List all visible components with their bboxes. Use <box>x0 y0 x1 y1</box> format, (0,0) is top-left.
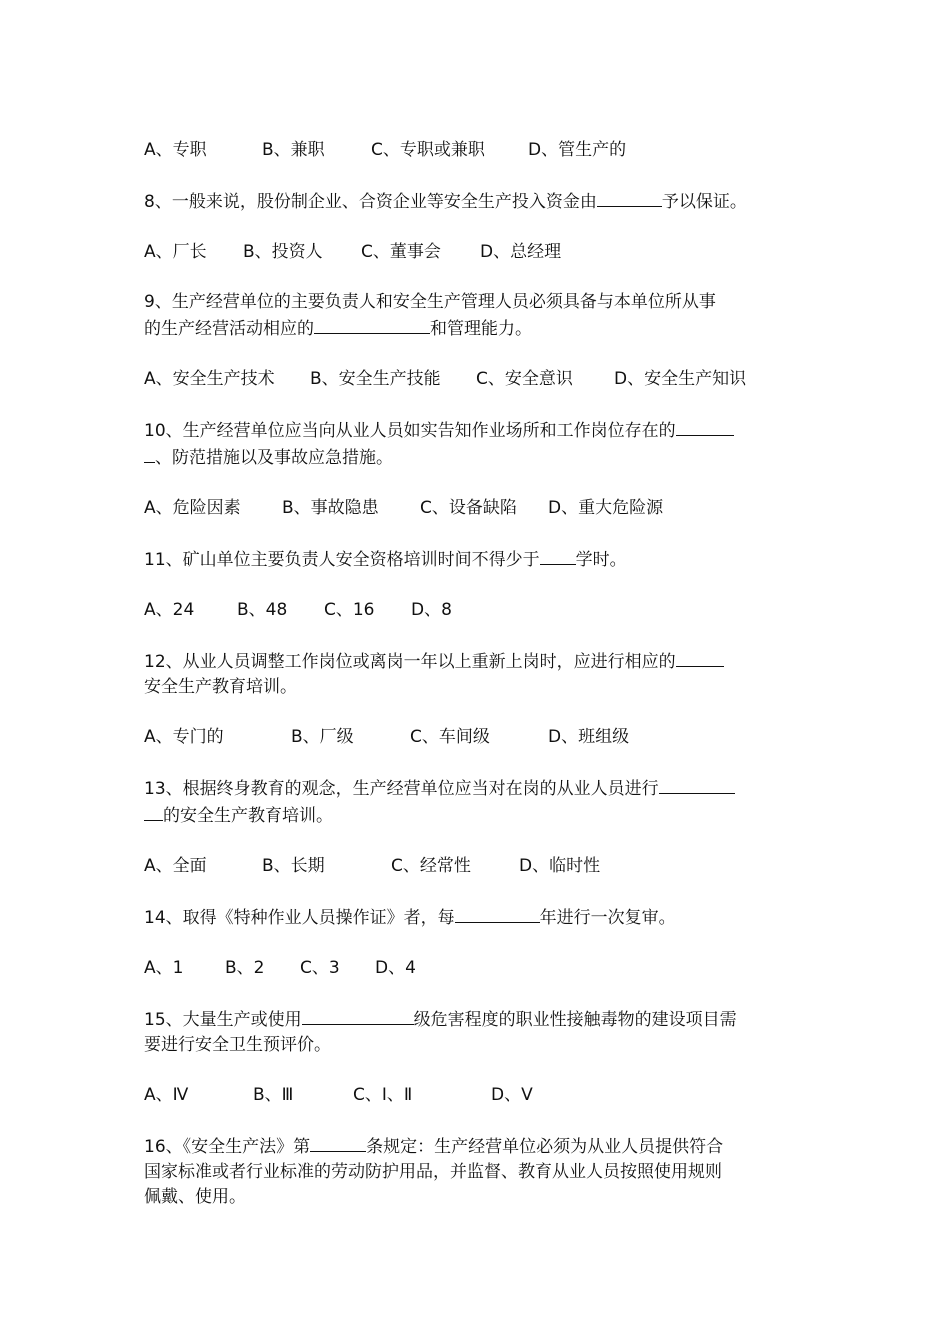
answer-blank <box>676 648 724 667</box>
question-15-line-1 <box>144 1006 808 1033</box>
answer-blank <box>314 315 430 334</box>
q10-option-a: A、危险因素 <box>144 498 241 518</box>
question-12 <box>144 648 808 700</box>
answer-blank <box>455 904 540 923</box>
question-14 <box>144 904 808 931</box>
q10-options <box>144 496 808 521</box>
question-13-line-1 <box>144 775 808 802</box>
q7-option-c: C、专职或兼职 <box>371 140 485 160</box>
q15-option-a: A、Ⅳ <box>144 1085 189 1105</box>
question-13-line-2-text: 的安全生产教育培训。 <box>163 806 333 826</box>
question-9 <box>144 290 808 342</box>
q12-option-a: A、专门的 <box>144 727 224 747</box>
question-15-after: 级危害程度的职业性接触毒物的建设项目需 <box>413 1010 737 1030</box>
q12-option-d: D、班组级 <box>548 727 630 747</box>
q9-option-c: C、安全意识 <box>476 369 573 389</box>
question-10 <box>144 417 808 471</box>
q12-option-c: C、车间级 <box>410 727 490 747</box>
exam-page <box>144 138 808 1235</box>
question-15-line-2: 要进行安全卫生预评价。 <box>144 1035 331 1055</box>
q8-option-b: B、投资人 <box>243 242 323 262</box>
q13-option-a: A、全面 <box>144 856 207 876</box>
question-13-line-1-text: 13、根据终身教育的观念，生产经营单位应当对在岗的从业人员进行 <box>144 779 659 799</box>
question-9-line-1: 9、生产经营单位的主要负责人和安全生产管理人员必须具备与本单位所从事 <box>144 292 716 312</box>
question-14-text <box>144 904 808 931</box>
q15-option-b: B、Ⅲ <box>253 1085 294 1105</box>
q10-option-b: B、事故隐患 <box>282 498 379 518</box>
question-13-line-2 <box>144 802 808 829</box>
question-8-text <box>144 188 808 215</box>
answer-blank <box>144 444 155 463</box>
question-9-before: 的生产经营活动相应的 <box>144 319 314 339</box>
question-15 <box>144 1006 808 1058</box>
q13-options <box>144 854 808 879</box>
q15-options <box>144 1083 808 1108</box>
q11-option-c: C、16 <box>324 600 375 620</box>
question-10-line-2 <box>144 444 808 471</box>
question-14-after: 年进行一次复审。 <box>539 908 676 928</box>
question-9-line-2 <box>144 315 808 342</box>
q11-options <box>144 598 808 623</box>
question-12-line-1-text: 12、从业人员调整工作岗位或离岗一年以上重新上岗时，应进行相应的 <box>144 652 676 672</box>
question-11-text <box>144 546 808 573</box>
question-16-line-2: 国家标准或者行业标准的劳动防护用品，并监督、教育从业人员按照使用规则 <box>144 1162 722 1182</box>
question-13 <box>144 775 808 829</box>
q7-option-a: A、专职 <box>144 140 207 160</box>
q14-options <box>144 956 808 981</box>
answer-blank <box>144 802 163 821</box>
q13-option-d: D、临时性 <box>519 856 601 876</box>
answer-blank <box>302 1006 414 1025</box>
answer-blank <box>659 775 735 794</box>
q14-option-b: B、2 <box>225 958 265 978</box>
q14-option-c: C、3 <box>300 958 340 978</box>
question-10-line-1-text: 10、生产经营单位应当向从业人员如实告知作业场所和工作岗位存在的 <box>144 421 676 441</box>
question-10-line-2-text: 、防范措施以及事故应急措施。 <box>155 448 393 468</box>
q10-option-d: D、重大危险源 <box>548 498 664 518</box>
question-11 <box>144 546 808 573</box>
question-16 <box>144 1133 808 1210</box>
q14-option-a: A、1 <box>144 958 184 978</box>
q14-option-d: D、4 <box>375 958 416 978</box>
q10-option-c: C、设备缺陷 <box>420 498 517 518</box>
q9-option-a: A、安全生产技术 <box>144 369 275 389</box>
q12-option-b: B、厂级 <box>291 727 354 747</box>
answer-blank <box>676 417 734 436</box>
question-9-after: 和管理能力。 <box>430 319 532 339</box>
q13-option-b: B、长期 <box>262 856 325 876</box>
q13-option-c: C、经常性 <box>391 856 471 876</box>
q9-option-d: D、安全生产知识 <box>614 369 747 389</box>
answer-blank <box>597 188 662 207</box>
question-12-line-1 <box>144 648 808 675</box>
question-14-before: 14、取得《特种作业人员操作证》者，每 <box>144 908 455 928</box>
question-16-line-1 <box>144 1133 808 1160</box>
question-11-after: 学时。 <box>575 550 627 570</box>
answer-blank <box>310 1133 366 1152</box>
q7-option-b: B、兼职 <box>262 140 325 160</box>
q8-option-d: D、总经理 <box>480 242 562 262</box>
q15-option-d: D、Ⅴ <box>491 1085 533 1105</box>
q12-options <box>144 725 808 750</box>
question-8-before: 8、一般来说，股份制企业、合资企业等安全生产投入资金由 <box>144 192 597 212</box>
question-16-line-3: 佩戴、使用。 <box>144 1187 246 1207</box>
q8-option-c: C、董事会 <box>361 242 441 262</box>
question-15-before: 15、大量生产或使用 <box>144 1010 302 1030</box>
q11-option-d: D、8 <box>411 600 452 620</box>
q15-option-c: C、Ⅰ、Ⅱ <box>353 1085 413 1105</box>
question-11-before: 11、矿山单位主要负责人安全资格培训时间不得少于 <box>144 550 540 570</box>
question-16-after: 条规定：生产经营单位必须为从业人员提供符合 <box>366 1137 724 1157</box>
q8-option-a: A、厂长 <box>144 242 207 262</box>
question-16-before: 16、《安全生产法》第 <box>144 1137 311 1157</box>
question-8 <box>144 188 808 215</box>
q8-options <box>144 240 808 265</box>
answer-blank <box>540 546 576 565</box>
question-8-after: 予以保证。 <box>661 192 747 212</box>
question-12-line-2: 安全生产教育培训。 <box>144 677 297 697</box>
q7-option-d: D、管生产的 <box>528 140 627 160</box>
question-10-line-1 <box>144 417 808 444</box>
q9-option-b: B、安全生产技能 <box>310 369 441 389</box>
q7-options <box>144 138 808 163</box>
q9-options <box>144 367 808 392</box>
q11-option-a: A、24 <box>144 600 195 620</box>
q11-option-b: B、48 <box>237 600 288 620</box>
